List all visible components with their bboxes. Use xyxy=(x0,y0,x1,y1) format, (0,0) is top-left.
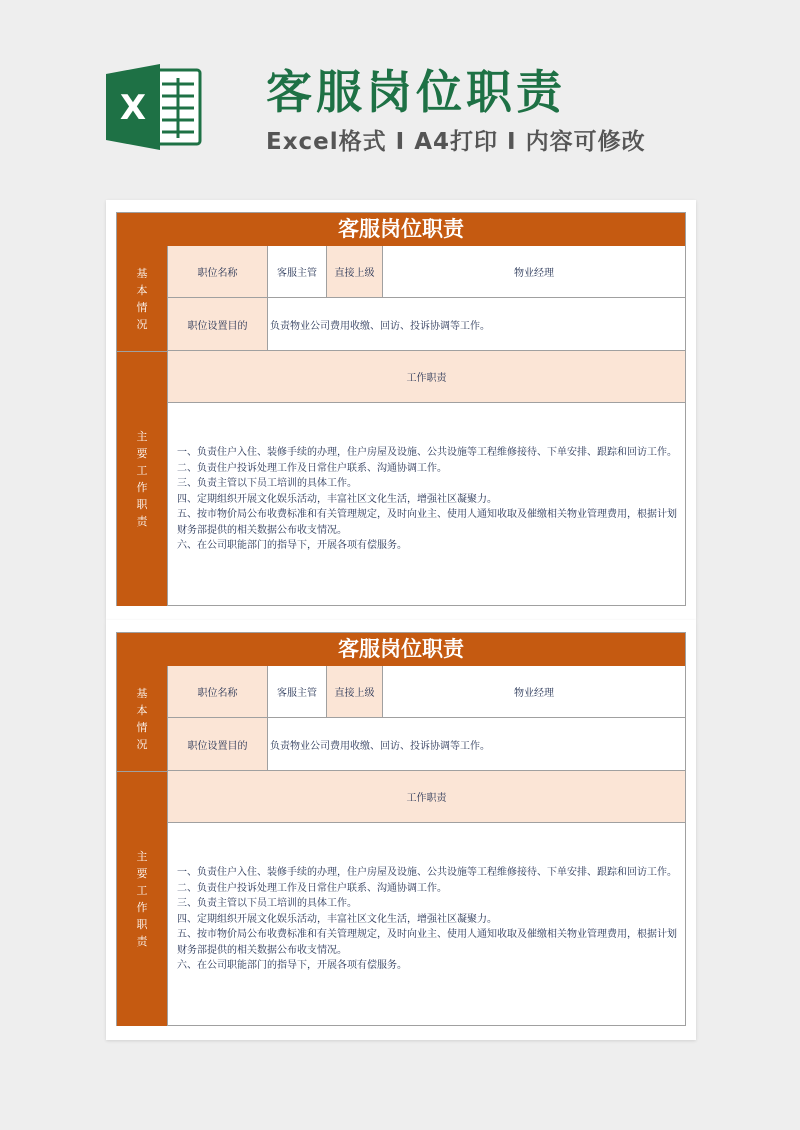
excel-logo-letter: X xyxy=(119,88,147,128)
duty-item: 一、负责住户入住、装修手续的办理，住户房屋及设施、公共设施等工程维修接待、下单安排、跟踪和回访工作。 xyxy=(177,447,677,458)
document-sheet-2 xyxy=(106,620,696,1040)
purpose-label: 职位设置目的 xyxy=(167,718,268,771)
table-title: 客服岗位职责 xyxy=(117,633,685,666)
duty-item: 五、按市物价局公布收费标准和有关管理规定，及时向业主、使用人通知收取及催缴相关物业管理费用，根据计划财务部提供的相关数据公布收支情况。 xyxy=(177,509,677,536)
duty-item: 六、在公司职能部门的指导下，开展各项有偿服务。 xyxy=(177,540,407,551)
duty-item: 三、负责主管以下员工培训的具体工作。 xyxy=(177,898,357,909)
job-table xyxy=(116,212,686,606)
supervisor-value: 物业经理 xyxy=(383,666,685,718)
table-title: 客服岗位职责 xyxy=(117,213,685,246)
position-name-value: 客服主管 xyxy=(268,666,327,718)
section-main-label: 主要工作职责 xyxy=(117,351,167,606)
section-basic-label: 基本情况 xyxy=(117,246,167,351)
supervisor-label: 直接上级 xyxy=(327,246,383,298)
job-table xyxy=(116,632,686,1026)
position-name-value: 客服主管 xyxy=(268,246,327,298)
supervisor-value: 物业经理 xyxy=(383,246,685,298)
duty-header: 工作职责 xyxy=(167,771,685,823)
purpose-value: 负责物业公司费用收缴、回访、投诉协调等工作。 xyxy=(268,718,685,771)
purpose-value: 负责物业公司费用收缴、回访、投诉协调等工作。 xyxy=(268,298,685,351)
page-header xyxy=(0,0,800,190)
duty-item: 二、负责住户投诉处理工作及日常住户联系、沟通协调工作。 xyxy=(177,462,447,474)
position-name-label: 职位名称 xyxy=(167,246,268,298)
duty-item: 五、按市物价局公布收费标准和有关管理规定，及时向业主、使用人通知收取及催缴相关物业管理费用，根据计划财务部提供的相关数据公布收支情况。 xyxy=(177,929,677,956)
duty-list xyxy=(167,823,685,1026)
duty-item: 三、负责主管以下员工培训的具体工作。 xyxy=(177,478,357,489)
document-sheet-1 xyxy=(106,200,696,620)
supervisor-label: 直接上级 xyxy=(327,666,383,718)
duty-header: 工作职责 xyxy=(167,351,685,403)
duty-item: 六、在公司职能部门的指导下，开展各项有偿服务。 xyxy=(177,960,407,971)
section-basic-label: 基本情况 xyxy=(117,666,167,771)
purpose-label: 职位设置目的 xyxy=(167,298,268,351)
position-name-label: 职位名称 xyxy=(167,666,268,718)
duty-item: 二、负责住户投诉处理工作及日常住户联系、沟通协调工作。 xyxy=(177,882,447,894)
duty-item: 四、定期组织开展文化娱乐活动，丰富社区文化生活，增强社区凝聚力。 xyxy=(177,493,497,505)
duty-item: 四、定期组织开展文化娱乐活动，丰富社区文化生活，增强社区凝聚力。 xyxy=(177,913,497,925)
excel-icon xyxy=(104,62,204,152)
page-title: 客服岗位职责 xyxy=(266,65,566,119)
duty-item: 一、负责住户入住、装修手续的办理，住户房屋及设施、公共设施等工程维修接待、下单安排、跟踪和回访工作。 xyxy=(177,867,677,878)
duty-list xyxy=(167,403,685,606)
page-subtitle: Excel格式 Ι A4打印 Ι 内容可修改 xyxy=(266,129,646,155)
section-main-label: 主要工作职责 xyxy=(117,771,167,1026)
